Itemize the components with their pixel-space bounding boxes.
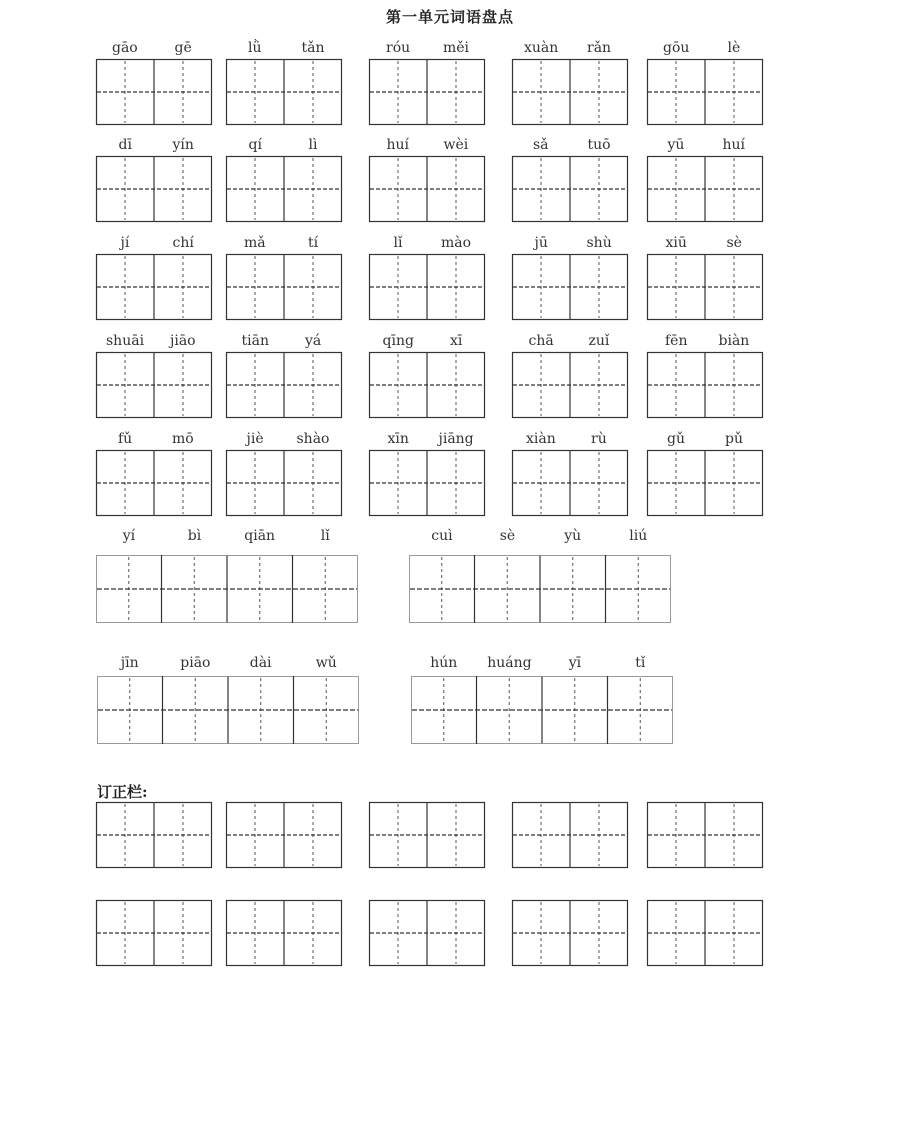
pinyin-label: wǔ [315,655,337,671]
pinyin-label: mǎ [244,235,266,251]
pinyin-label: mō [172,431,194,447]
pinyin-label: lì [308,137,318,153]
pinyin-label: qí [248,137,262,153]
pinyin-label: xiàn [526,431,556,447]
writing-grid[interactable] [647,450,763,516]
pinyin-label: tí [308,235,319,251]
pinyin-label: shù [586,235,612,251]
pinyin-label: sè [499,528,516,544]
pinyin-label: fēn [665,333,688,349]
pinyin-label: lè [727,40,741,56]
pinyin-label: tuō [587,137,611,153]
writing-grid[interactable] [226,450,342,516]
correction-grid[interactable] [512,802,628,868]
writing-grid[interactable] [512,352,628,418]
pinyin-label: yù [564,528,582,544]
idiom-writing-grid[interactable] [97,676,359,744]
pinyin-label: jiāng [438,431,474,447]
writing-grid[interactable] [226,156,342,222]
pinyin-label: huí [722,137,746,153]
pinyin-label: wèi [443,137,469,153]
pinyin-label: tǎn [301,40,325,56]
correction-grid[interactable] [96,802,212,868]
pinyin-label: huí [386,137,410,153]
pinyin-label: shào [296,431,330,447]
pinyin-label: sè [726,235,742,251]
idiom-writing-grid[interactable] [411,676,673,744]
writing-grid[interactable] [226,352,342,418]
pinyin-label: rǎn [587,40,612,56]
pinyin-label: yín [172,137,194,153]
writing-grid[interactable] [369,59,485,125]
pinyin-label: zuǐ [588,333,610,349]
writing-grid[interactable] [512,450,628,516]
writing-grid[interactable] [647,254,763,320]
pinyin-label: biàn [718,333,750,349]
pinyin-label: jiāo [170,333,196,349]
pinyin-label: tiān [241,333,269,349]
pinyin-label: yí [122,528,136,544]
pinyin-label: rù [591,431,607,447]
pinyin-label: xiū [665,235,687,251]
pinyin-label: róu [386,40,411,56]
pinyin-label: měi [443,40,470,56]
writing-grid[interactable] [512,59,628,125]
pinyin-label: dài [249,655,272,671]
writing-grid[interactable] [96,254,212,320]
pinyin-label: qiān [244,528,276,544]
correction-grid[interactable] [369,802,485,868]
writing-grid[interactable] [226,59,342,125]
writing-grid[interactable] [647,352,763,418]
correction-grid[interactable] [512,900,628,966]
idiom-writing-grid[interactable] [409,555,671,623]
writing-grid[interactable] [647,59,763,125]
writing-grid[interactable] [96,450,212,516]
page-title: 第一单元词语盘点 [385,8,514,26]
pinyin-label: fǔ [118,431,133,447]
pinyin-label: pǔ [725,431,743,447]
pinyin-label: xuàn [524,40,559,56]
writing-grid[interactable] [369,352,485,418]
pinyin-label: gē [174,40,192,56]
writing-grid[interactable] [369,156,485,222]
pinyin-label: xī [450,333,463,349]
pinyin-label: gǔ [667,431,685,447]
pinyin-label: dī [118,137,132,153]
pinyin-label: lǐ [320,528,330,544]
pinyin-label: jiè [246,431,264,447]
pinyin-label: lǐ [393,235,403,251]
pinyin-label: gāo [112,40,138,56]
pinyin-label: liú [629,528,648,544]
writing-grid[interactable] [96,59,212,125]
pinyin-label: jū [534,235,548,251]
correction-label: 订正栏: [97,783,148,801]
correction-grid[interactable] [226,802,342,868]
writing-grid[interactable] [512,254,628,320]
correction-grid[interactable] [226,900,342,966]
writing-grid[interactable] [369,254,485,320]
pinyin-label: huáng [487,655,532,671]
pinyin-label: mào [441,235,472,251]
pinyin-label: jí [120,235,130,251]
pinyin-label: qīng [382,333,414,349]
pinyin-label: yū [667,137,685,153]
writing-grid[interactable] [369,450,485,516]
pinyin-label: jīn [120,655,139,671]
pinyin-label: cuì [431,528,453,544]
writing-grid[interactable] [96,156,212,222]
pinyin-label: xīn [387,431,409,447]
pinyin-label: gōu [663,40,690,56]
idiom-writing-grid[interactable] [96,555,358,623]
pinyin-label: chā [528,333,554,349]
pinyin-label: yī [568,655,582,671]
writing-grid[interactable] [226,254,342,320]
pinyin-label: hún [430,655,458,671]
pinyin-label: lǜ [248,40,262,56]
pinyin-label: yá [305,333,322,349]
pinyin-label: chí [172,235,194,251]
correction-grid[interactable] [369,900,485,966]
writing-grid[interactable] [96,352,212,418]
pinyin-label: piāo [180,655,211,671]
pinyin-label: bì [187,528,202,544]
pinyin-label: shuāi [106,333,145,349]
writing-grid[interactable] [512,156,628,222]
correction-grid[interactable] [647,802,763,868]
correction-grid[interactable] [96,900,212,966]
pinyin-label: sǎ [533,137,549,153]
pinyin-label: tǐ [635,655,646,671]
correction-grid[interactable] [647,900,763,966]
writing-grid[interactable] [647,156,763,222]
